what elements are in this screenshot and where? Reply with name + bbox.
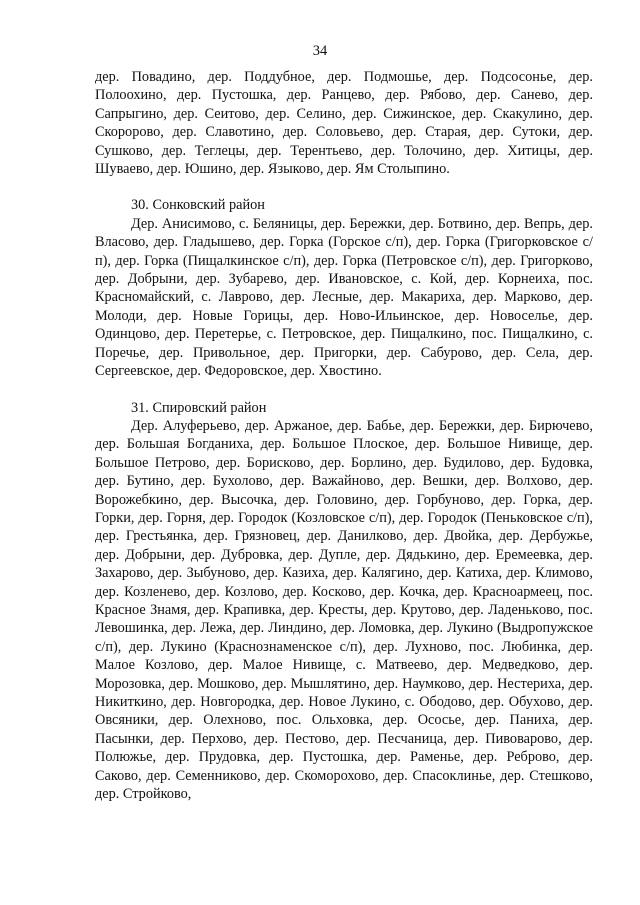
- paragraph-village-list-continued: дер. Повадино, дер. Поддубное, дер. Подмошье, дер. Подсосонье, дер. Полоохино, дер. Пустошка, дер. Ранцево, дер. Рябово, дер. Санево, дер. Сапрыгино, дер. Сеитово, дер. Селино, дер. Сижинское, дер. Скакулино, дер. Скоророво, дер. Славотино, дер. Соловьево, дер. Старая, дер. Сутоки, дер. Сушково, дер. Теглецы, дер. Терентьево, дер. Толочино, дер. Хитицы, дер. Шуваево, дер. Юшино, дер. Языково, дер. Ям Столыпино.: [95, 69, 593, 178]
- page-number: 34: [312, 43, 328, 59]
- paragraph-spirovsky-villages: Дер. Алуферьево, дер. Аржаное, дер. Бабье, дер. Бережки, дер. Бирючево, дер. Большая Богданиха, дер. Большое Плоское, дер. Большое Нивище, дер. Большое Петрово, дер. Борисково, дер. Борлино, дер. Будилово, дер. Будовка, дер. Бутино, дер. Бухолово, дер. Важайново, дер. Вешки, дер. Волхово, дер. Ворожебкино, дер. Высочка, дер. Головино, дер. Горбуново, дер. Горка, дер. Горки, дер. Горня, дер. Городок (Козловское с/п), дер. Городок (Пеньковское с/п), дер. Грестьянка, дер. Грязновец, дер. Данилково, дер. Двойка, дер. Дербужье, дер. Добрыни, дер. Дубровка, дер. Дупле, дер. Дядькино, дер. Еремеевка, дер. Захарово, дер. Зыбуново, дер. Казиха, дер. Калягино, дер. Катиха, дер. Климово, дер. Козленево, дер. Козлово, дер. Косково, дер. Кочка, дер. Красноармеец, пос. Красное Знамя, дер. Крапивка, дер. Кресты, дер. Крутово, дер. Ладенькoво, пос. Левошинка, дер. Лежа, дер. Линдино, дер. Ломовка, дер. Лукино (Выдропужское с/п), дер. Лукино (Краснознаменское с/п), дер. Лухново, пос. Любинка, дер. Малое Козлово, дер. Малое Нивище, с. Матвеево, дер. Медведково, дер. Морозовка, дер. Мошково, дер. Мышлятино, дер. Наумково, дер. Нестериха, дер. Никиткино, дер. Новгородка, дер. Новое Лукино, с. Ободово, дер. Обухово, дер. Овсяники, дер. Олехново, пос. Ольховка, дер. Ососье, дер. Паниха, дер. Пасынки, дер. Перхово, дер. Пестово, дер. Песчаница, дер. Пивоварово, дер. Полюжье, дер. Прудовка, дер. Пустошка, дер. Раменье, дер. Реброво, дер. Саково, дер. Семенниково, дер. Скоморохово, дер. Спасоклинье, дер. Стешково, дер. Стройково,: [95, 417, 593, 803]
- paragraph-sonkovsky-villages: Дер. Анисимово, с. Беляницы, дер. Бережки, дер. Ботвино, дер. Вепрь, дер. Власово, дер. Гладышево, дер. Горка (Горское с/п), дер. Горка (Григорковское с/п), дер. Горка (Пищалкинское с/п), дер. Горка (Петровское с/п), дер. Григорково, дер. Добрыни, дер. Зубарево, дер. Ивановское, с. Кой, дер. Корнеиха, пос. Красномайский, с. Лаврово, дер. Лесные, дер. Макариха, дер. Марково, дер. Молоди, дер. Новые Горицы, дер. Ново-Ильинское, дер. Новоселье, дер. Одинцово, дер. Перетерье, с. Петровское, дер. Пищалкино, пос. Пищалкино, с. Поречье, дер. Привольное, дер. Пригорки, дер. Сабурово, дер. Села, дер. Сергеевское, дер. Федоровское, дер. Хвостино.: [95, 215, 593, 380]
- section-heading-sonkovsky: 30. Сонковский район: [131, 197, 265, 214]
- section-heading-spirovsky: 31. Спировский район: [131, 399, 267, 416]
- paragraph-gap: [95, 381, 593, 399]
- document-body: [95, 68, 593, 803]
- paragraph-gap: [95, 178, 593, 196]
